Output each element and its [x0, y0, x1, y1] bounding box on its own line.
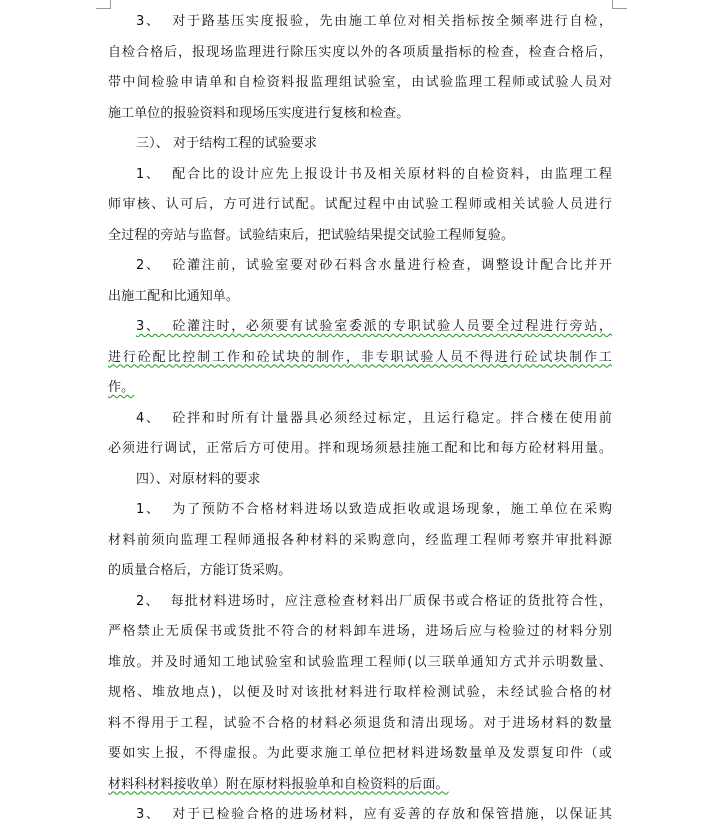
- text-line: [108, 709, 612, 740]
- text-line-content: 2、 砼灌注前，试验室要对砂石料含水量进行检查，调整设计配合比并开: [136, 258, 612, 273]
- text-line-content: 3、 砼灌注时，必须要有试验室委派的专职试验人员要全过程进行旁站，: [136, 319, 612, 334]
- text-line: [108, 465, 612, 496]
- text-line: [108, 617, 612, 648]
- text-line-content: 4、 砼拌和时所有计量器具必须经过标定，且运行稳定。拌合楼在使用前: [136, 410, 612, 426]
- text-line-content: 自检合格后，报现场监理进行除压实度以外的各项质量指标的检查，检查合格后，: [108, 44, 612, 60]
- text-line: [108, 770, 612, 801]
- text-line: [108, 678, 612, 709]
- text-line: [108, 343, 612, 374]
- text-line: [108, 495, 612, 526]
- text-line: [108, 800, 612, 831]
- text-line-content: 施工单位的报验资料和现场压实度进行复核和检查。: [108, 105, 410, 121]
- text-line-content: 规格、堆放地点)，以便及时对该批材料进行取样检测试验，未经试验合格的材: [108, 685, 612, 700]
- text-line: [108, 38, 612, 69]
- text-line: [108, 648, 612, 679]
- text-line-content: 四）、对原材料的要求: [136, 471, 261, 487]
- text-line: [108, 739, 612, 770]
- text-line-content: 出施工配和比通知单。: [108, 288, 240, 304]
- text-line-content: 2、 每批材料进场时，应注意检查材料出厂质保书或合格证的货批符合性，: [136, 593, 612, 609]
- text-line-content: 三）、 对于结构工程的试验要求: [136, 136, 318, 151]
- text-line: [108, 404, 612, 435]
- text-line: [108, 99, 612, 130]
- text-line: [108, 221, 612, 252]
- text-line-content: 1、 配合比的设计应先上报设计书及相关原材料的自检资料，由监理工程: [136, 166, 612, 182]
- text-line: [108, 190, 612, 221]
- text-line: [108, 587, 612, 618]
- text-line-content: 3、 对于已检验合格的进场材料，应有妥善的存放和保管措施，以保证其: [136, 807, 612, 822]
- text-line-content: 材料前须向监理工程师通报各种材料的采购意向，经监理工程师考察并审批料源: [108, 532, 612, 548]
- text-line-content: 堆放。并及时通知工地试验室和试验监理工程师(以三联单通知方式并示明数量、: [108, 654, 612, 670]
- text-line: [108, 373, 612, 404]
- page-corner-mark-right: [612, 0, 627, 9]
- text-line: [108, 282, 612, 313]
- text-line-content: 的质量合格后，方能订货采购。: [108, 563, 292, 578]
- text-line-content: 带中间检验申请单和自检资料报监理组试验室，由试验监理工程师或试验人员对: [108, 75, 612, 90]
- text-line-content: 作。: [108, 380, 135, 395]
- text-line-content: 料不得用于工程，试验不合格的材料必须退货和清出现场。对于进场材料的数量: [108, 715, 612, 731]
- text-line: [108, 556, 612, 587]
- text-line-content: 1、 为了预防不合格材料进场以致造成拒收或退场现象，施工单位在采购: [136, 502, 612, 517]
- text-line-content: 3、 对于路基压实度报验，先由施工单位对相关指标按全频率进行自检，: [136, 14, 612, 29]
- document-body: [108, 7, 612, 831]
- text-line: [108, 526, 612, 557]
- text-line: [108, 160, 612, 191]
- text-line-content: 严格禁止无质保书或货批不符合的材料卸车进场，进场后应与检验过的材料分别: [108, 624, 612, 639]
- text-line: [108, 129, 612, 160]
- text-line: [108, 312, 612, 343]
- text-line-content: 要如实上报，不得虚报。为此要求施工单位把材料进场数量单及发票复印件（或: [108, 746, 612, 761]
- text-line: [108, 68, 612, 99]
- text-line: [108, 7, 612, 38]
- text-line-content: 师审核、认可后，方可进行试配。试配过程中由试验工程师或相关试验人员进行: [108, 197, 612, 212]
- text-line-content: 材料科材料接收单）附在原材料报验单和自检资料的后面。: [108, 776, 449, 792]
- text-line-content: 进行砼配比控制工作和砼试块的制作，非专职试验人员不得进行砼试块制作工: [108, 349, 612, 365]
- text-line-content: 全过程的旁站与监督。试验结束后，把试验结果提交试验工程师复验。: [108, 227, 515, 243]
- text-line: [108, 434, 612, 465]
- text-line: [108, 251, 612, 282]
- text-line-content: 必须进行调试，正常后方可使用。拌和现场须悬挂施工配和比和每方砼材料用量。: [108, 441, 612, 456]
